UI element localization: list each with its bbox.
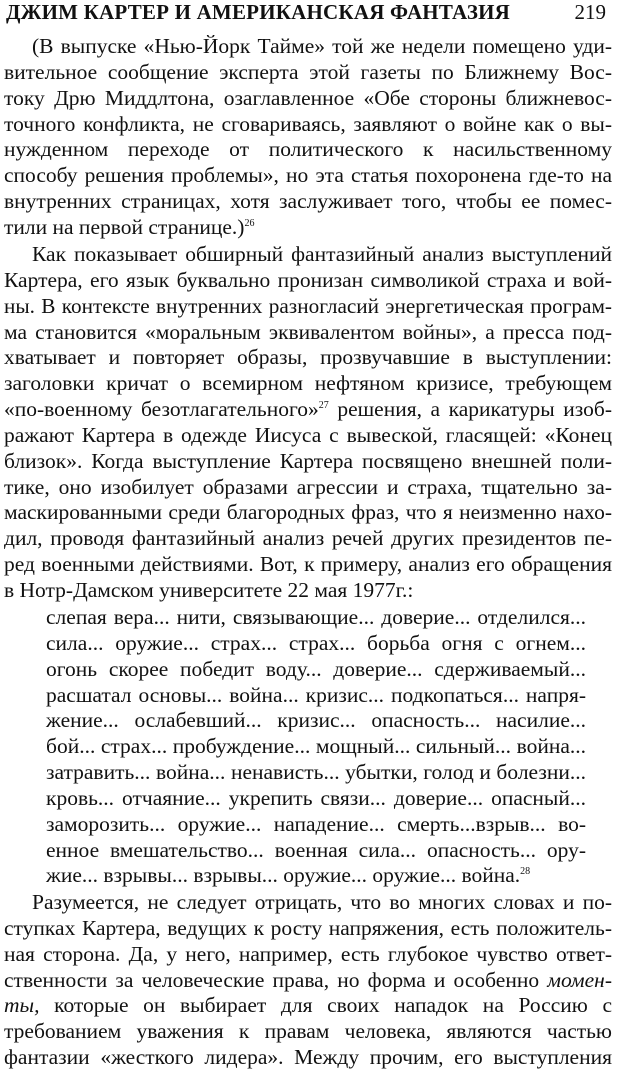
paragraph-3 bbox=[4, 890, 612, 1071]
quote-line: огонь скорее победит воду... доверие... сдерживаемый... bbox=[46, 656, 586, 681]
text-line: ступках Картера, ведущих к росту напряжения, есть положитель- bbox=[4, 915, 612, 940]
quote-line: заморозить... оружие... нападение... смерть...взрыв... во- bbox=[46, 811, 586, 836]
text-line: фантазии «жесткого лидера». Между прочим, его выступления bbox=[4, 1045, 612, 1070]
text-line: току Дрю Миддлтона, озаглавленное «Обе стороны ближневос- bbox=[4, 85, 612, 110]
quote-line: енное вмешательство... военная сила... опасность... ору- bbox=[46, 837, 586, 862]
text-line: хватывает и повторяет образы, прозвучавшие в выступлении: bbox=[4, 345, 612, 370]
text-line: требованием уважения к правам человека, являются частью bbox=[4, 1019, 612, 1044]
quote-line: бой... страх... пробуждение... мощный... сильный... война... bbox=[46, 734, 586, 759]
text-line: ред военными действиями. Вот, к примеру, анализ его обращения bbox=[4, 552, 612, 577]
text-line: способу решения проблемы», но эта статья похоронена где-то на bbox=[4, 163, 612, 188]
text-line: Разумеется, не следует отрицать, что во многих словах и по- bbox=[32, 890, 612, 914]
text-line bbox=[4, 215, 612, 241]
text-line: Как показывает обширный фантазийный анализ выступлений bbox=[32, 242, 612, 266]
quote-line: сила... оружие... страх... страх... борьба огня с огнем... bbox=[46, 630, 586, 655]
text-line: тике, оно изобилует образами агрессии и страха, тщательно за- bbox=[4, 474, 612, 499]
text-line: в Нотр-Дамском университете 22 мая 1977г.: bbox=[4, 577, 414, 602]
quote-line: жение... ослабевший... кризис... опасность... насилие... bbox=[46, 708, 586, 733]
text-line bbox=[4, 968, 612, 994]
line-text: жие... взрывы... взрывы... оружие... оружие... война. bbox=[46, 863, 521, 888]
block-quote bbox=[46, 605, 586, 889]
line-text: «по-военному безотлагательного» bbox=[4, 397, 319, 422]
running-header bbox=[6, 0, 606, 28]
quote-line bbox=[46, 863, 586, 889]
quote-line: кровь... отчаяние... укрепить связи... доверие... опасный... bbox=[46, 785, 586, 810]
text-line: дил, проводя фантазийный анализ речей других президентов пе- bbox=[4, 526, 612, 551]
italic-word: момен- bbox=[547, 967, 613, 992]
text-line: ражают Картера в одежде Иисуса с вывеской, гласящей: «Конец bbox=[4, 422, 612, 447]
footnote-marker: 27 bbox=[318, 399, 329, 411]
text-line bbox=[4, 397, 612, 423]
quote-line: слепая вера... нити, связывающие... доверие... отделился... bbox=[46, 605, 586, 629]
text-line: вительное сообщение эксперта этой газеты по Ближнему Вос- bbox=[4, 59, 612, 84]
text-line: нужденном переходе от политического к насильственному bbox=[4, 137, 612, 162]
quote-line: расшатал основы... война... кризис... подкопаться... напря- bbox=[46, 682, 586, 707]
line-text: ственности за человеческие права, но форма и особенно bbox=[4, 967, 540, 992]
text-line: ма становится «моральным эквивалентом войны», а пресса под- bbox=[4, 319, 612, 344]
footnote-marker: 26 bbox=[244, 217, 255, 229]
running-title: ДЖИМ КАРТЕР И АМЕРИКАНСКАЯ ФАНТАЗИЯ bbox=[6, 0, 511, 24]
line-text: тили на первой странице.) bbox=[4, 214, 245, 239]
text-line: точного конфликта, не сговариваясь, заявляют о войне как о вы- bbox=[4, 111, 612, 136]
text-line: близок». Когда выступление Картера посвящено внешней поли- bbox=[4, 448, 612, 473]
text-line: внутренних страницах, хотя заслуживает того, чтобы ее помес- bbox=[4, 189, 612, 214]
paragraph-2 bbox=[4, 242, 612, 604]
text-line: ны. В контексте внутренних разногласий энергетическая програм- bbox=[4, 293, 612, 318]
footnote-marker: 28 bbox=[520, 866, 531, 878]
line-text: решения, а карикатуры изоб- bbox=[337, 397, 613, 422]
text-line: ная сторона. Да, у него, например, есть глубокое чувство ответ- bbox=[4, 941, 612, 966]
text-line: (В выпуске «Нью-Йорк Тайме» той же недели помещено уди- bbox=[32, 34, 612, 58]
text-line bbox=[4, 993, 612, 1019]
text-line: Картера, его язык буквально пронизан символикой страха и вой- bbox=[4, 267, 612, 292]
italic-word: ты, bbox=[4, 993, 40, 1018]
paragraph-1 bbox=[4, 34, 612, 241]
quote-line: затравить... война... ненависть... убытки, голод и болезни... bbox=[46, 760, 586, 785]
line-text: которые он выбирает для своих нападок на Россию с bbox=[54, 993, 612, 1018]
page-number: 219 bbox=[574, 0, 606, 24]
text-line: заголовки кричат о всемирном нефтяном кризисе, требующем bbox=[4, 371, 612, 396]
text-line: маскированными среди благородных фраз, что я неизменно нахо- bbox=[4, 500, 612, 525]
